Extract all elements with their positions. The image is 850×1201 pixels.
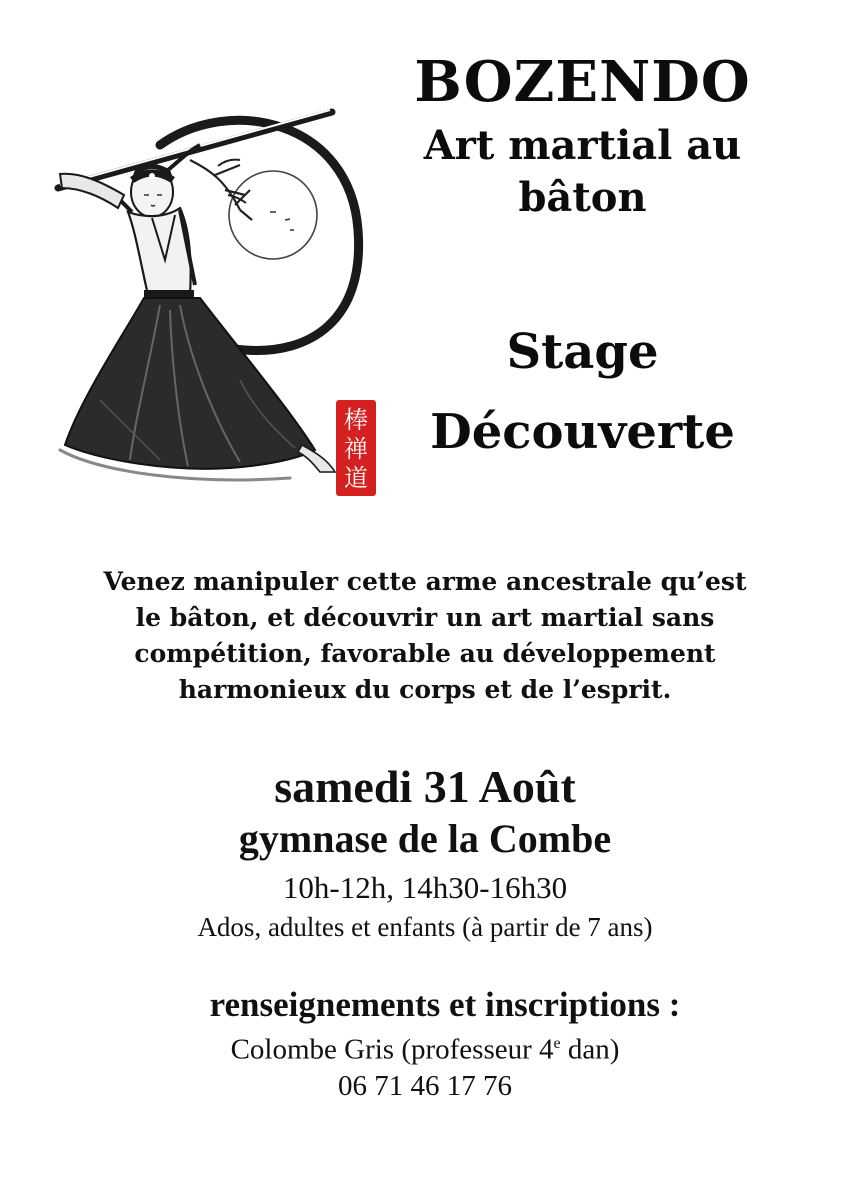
contact-section — [0, 984, 850, 1104]
event-date: samedi 31 Août — [274, 761, 576, 812]
hanko-seal — [336, 400, 376, 496]
event-hours: 10h-12h, 14h30-16h30 — [282, 870, 568, 905]
description-line: compétition, favorable au développement — [134, 639, 716, 668]
seal-char-1: 棒 — [344, 406, 368, 434]
event-place: gymnase de la Combe — [238, 816, 612, 861]
description-line: harmonieux du corps et de l’esprit. — [178, 675, 672, 704]
event-details — [0, 762, 850, 946]
seal-char-3: 道 — [344, 464, 368, 492]
brand-title: BOZENDO — [414, 49, 751, 115]
moon-circle — [229, 171, 317, 259]
subtitle-line-2: bâton — [518, 174, 647, 221]
contact-heading: renseignements et inscriptions : — [209, 985, 681, 1024]
bamboo-branch — [190, 160, 252, 220]
subtitle-line-1: Art martial au — [423, 122, 742, 169]
stage-line-2: Découverte — [430, 404, 735, 460]
martial-artist-illustration — [40, 100, 400, 500]
contact-phone[interactable]: 06 71 46 17 76 — [338, 1069, 512, 1102]
title-block — [395, 50, 770, 224]
teacher-name: Colombe Gris (professeur 4 — [230, 1033, 554, 1066]
description-line: le bâton, et découvrir un art martial sans — [135, 603, 715, 632]
seal-char-2: 禅 — [344, 435, 368, 463]
event-audience: Ados, adultes et enfants (à partir de 7 ans) — [197, 912, 653, 942]
figure-hakama — [65, 298, 315, 469]
stage-line-1: Stage — [506, 324, 659, 380]
teacher-rank-sup: e — [553, 1035, 561, 1052]
teacher-rank: dan) — [560, 1033, 620, 1066]
contact-teacher — [0, 1026, 850, 1068]
description-line: Venez manipuler cette arme ancestrale qu’est — [103, 567, 747, 596]
description — [20, 564, 830, 708]
stage-title — [395, 312, 770, 472]
